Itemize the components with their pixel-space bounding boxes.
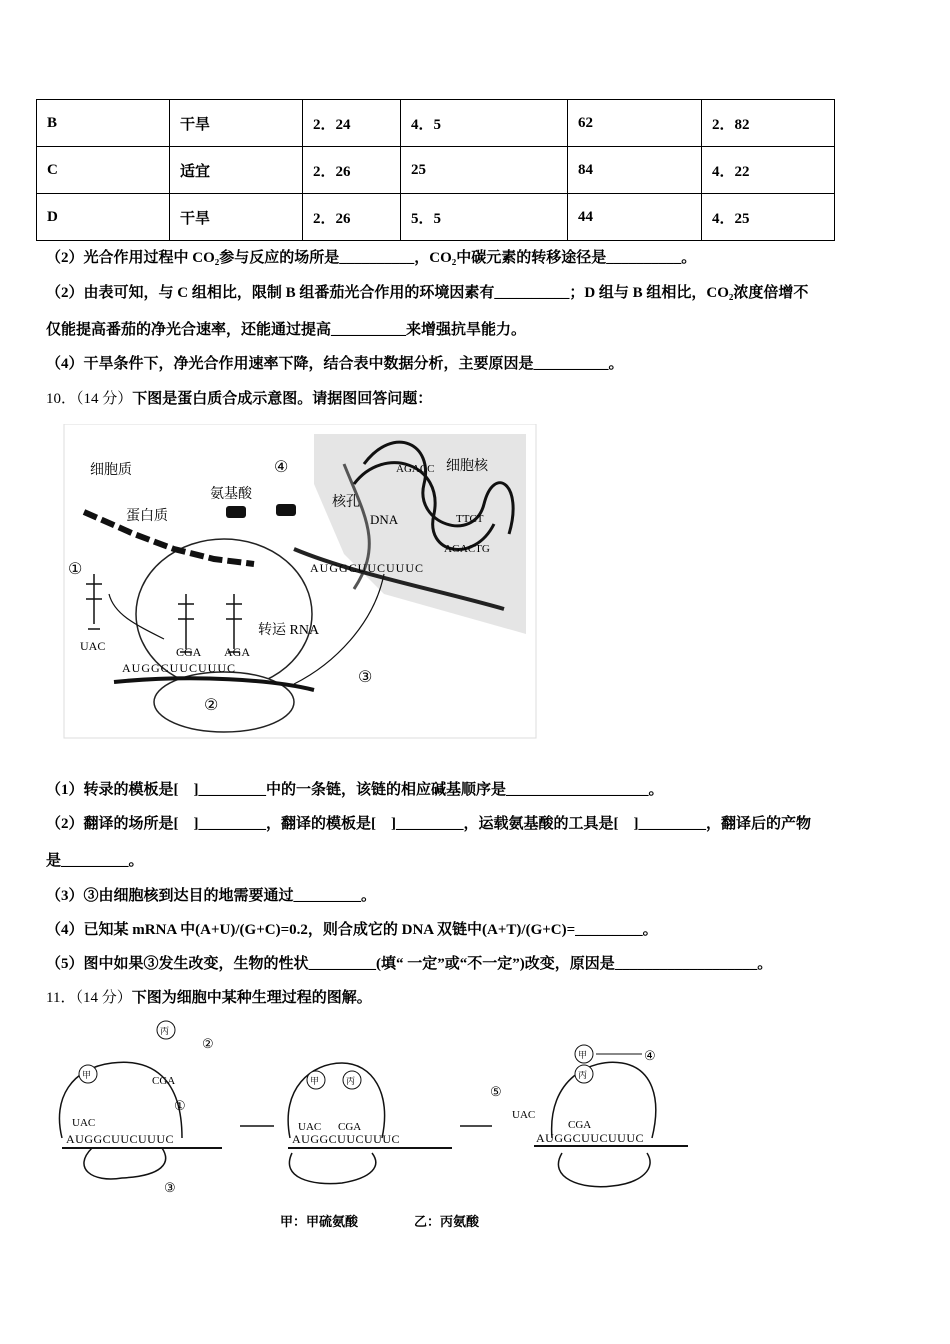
table-cell: C <box>37 147 170 194</box>
q11-title <box>46 986 372 1007</box>
callout-1: ① <box>174 1098 186 1113</box>
table-cell: D <box>37 194 170 241</box>
translation-process-figure <box>52 1018 692 1238</box>
mrna-sequence: AUGGCUUCUUUC <box>536 1131 645 1145</box>
label-nucleus: 细胞核 <box>446 459 488 474</box>
q10-sub-2b: 是_________。 <box>46 853 144 869</box>
table-row <box>37 147 835 194</box>
table-cell: 84 <box>568 147 702 194</box>
label-trna: 转运 RNA <box>258 623 320 638</box>
table-row <box>37 194 835 241</box>
anticodon: UAC <box>80 639 106 653</box>
q9-line-3: 仅能提高番茄的净光合速率，还能通过提高__________来增强抗旱能力。 <box>46 322 527 338</box>
table-cell: 25 <box>401 147 568 194</box>
dna-bases: AGACC <box>396 463 435 475</box>
protein-synthesis-figure <box>54 424 538 750</box>
panel-1 <box>59 1021 222 1195</box>
q10-sub-2a: （2）翻译的场所是[ ]_________，翻译的模板是[ ]_________，运载氨基酸的工具是[ ]_________，翻译后的产物 <box>46 816 811 832</box>
table-cell: 2．26 <box>303 147 401 194</box>
label-jia: 甲 <box>310 1076 320 1086</box>
label-bing: 丙 <box>578 1070 588 1080</box>
table-cell: 5．5 <box>401 194 568 241</box>
amino-acid <box>276 504 296 516</box>
mrna-sequence: AUGGCUUCUUUC <box>122 661 237 675</box>
label-jia: 甲 <box>578 1050 588 1060</box>
table-row <box>37 100 835 147</box>
data-table <box>36 99 835 241</box>
label-bing: 丙 <box>160 1026 170 1036</box>
q10-sub-3: （3）③由细胞核到达目的地需要通过_________。 <box>46 888 377 904</box>
table-cell: 4．22 <box>702 147 835 194</box>
anticodon: UAC <box>298 1121 322 1133</box>
table-cell: 2．82 <box>702 100 835 147</box>
callout-4: ④ <box>644 1048 656 1063</box>
q10-sub-5: （5）图中如果③发生改变，生物的性状_________(填“ 一定”或“不一定”)改变，原因是___________________。 <box>46 956 773 972</box>
mrna-sequence: AUGGCUUCUUUC <box>66 1132 175 1146</box>
callout-3: ③ <box>358 669 373 686</box>
callout-2: ② <box>204 697 219 714</box>
amino-acid <box>226 506 246 518</box>
ribosome-small <box>558 1153 650 1187</box>
mrna-sequence: AUGGCUUCUUUC <box>292 1132 401 1146</box>
label-protein: 蛋白质 <box>126 509 168 524</box>
anticodon: CGA <box>568 1119 592 1131</box>
dna-bases: AGACTG <box>444 543 490 555</box>
table-cell: 2．24 <box>303 100 401 147</box>
anticodon: AGA <box>224 645 250 659</box>
question-number: 10．（14 分） <box>46 391 133 407</box>
q10-sub-4: （4）已知某 mRNA 中(A+U)/(G+C)=0.2，则合成它的 DNA 双链中(A+T)/(G+C)=_________。 <box>46 922 658 938</box>
q10-title <box>46 387 432 408</box>
label-cytoplasm: 细胞质 <box>90 463 132 478</box>
callout-4: ④ <box>274 459 289 476</box>
table-cell: 适宜 <box>170 147 303 194</box>
ribosome-small <box>289 1153 375 1184</box>
legend-jia: 甲：甲硫氨酸 <box>280 1214 359 1229</box>
q9-line-1: （2）光合作用过程中 CO₂参与反应的场所是__________，CO₂中碳元素的转移途径是__________。 <box>46 250 697 266</box>
label-jia: 甲 <box>82 1070 92 1080</box>
table-cell: 2．26 <box>303 194 401 241</box>
anticodon: CGA <box>176 645 202 659</box>
table-cell: 62 <box>568 100 702 147</box>
q9-line-2: （2）由表可知，与 C 组相比，限制 B 组番茄光合作用的环境因素有__________；D 组与 B 组相比，CO₂浓度倍增不 <box>46 285 809 301</box>
panel-3 <box>490 1045 688 1187</box>
anticodon: UAC <box>72 1117 96 1129</box>
table-cell: 4．25 <box>702 194 835 241</box>
ribosome-small <box>84 1148 166 1179</box>
legend-yi: 乙：丙氨酸 <box>414 1214 480 1229</box>
mrna-sequence: AUGGCUUCUUUC <box>310 561 425 575</box>
table-cell: 干旱 <box>170 194 303 241</box>
callout-3: ③ <box>164 1180 176 1195</box>
anticodon: UAC <box>512 1109 536 1121</box>
q9-line-4: （4）干旱条件下，净光合作用速率下降，结合表中数据分析，主要原因是__________。 <box>46 356 624 372</box>
table-cell: 4．5 <box>401 100 568 147</box>
label-dna: DNA <box>370 512 399 527</box>
question-text: 下图为细胞中某种生理过程的图解。 <box>131 990 372 1006</box>
label-amino-acid: 氨基酸 <box>210 487 252 502</box>
question-number: 11．（14 分） <box>46 990 132 1006</box>
dna-bases: TTCT <box>456 513 484 525</box>
table-cell: B <box>37 100 170 147</box>
table-cell: 干旱 <box>170 100 303 147</box>
callout-1: ① <box>68 561 83 578</box>
panel-2 <box>288 1063 452 1184</box>
label-nuclear-pore: 核孔 <box>332 495 360 510</box>
callout-2: ② <box>202 1036 214 1051</box>
anticodon: CGA <box>338 1121 362 1133</box>
table-cell: 44 <box>568 194 702 241</box>
question-text: 下图是蛋白质合成示意图。请据图回答问题： <box>132 391 433 407</box>
label-bing: 丙 <box>346 1076 356 1086</box>
anticodon: CGA <box>152 1075 176 1087</box>
q10-sub-1: （1）转录的模板是[ ]_________中的一条链，该链的相应碱基顺序是___________________。 <box>46 782 664 798</box>
callout-5: ⑤ <box>490 1084 502 1099</box>
